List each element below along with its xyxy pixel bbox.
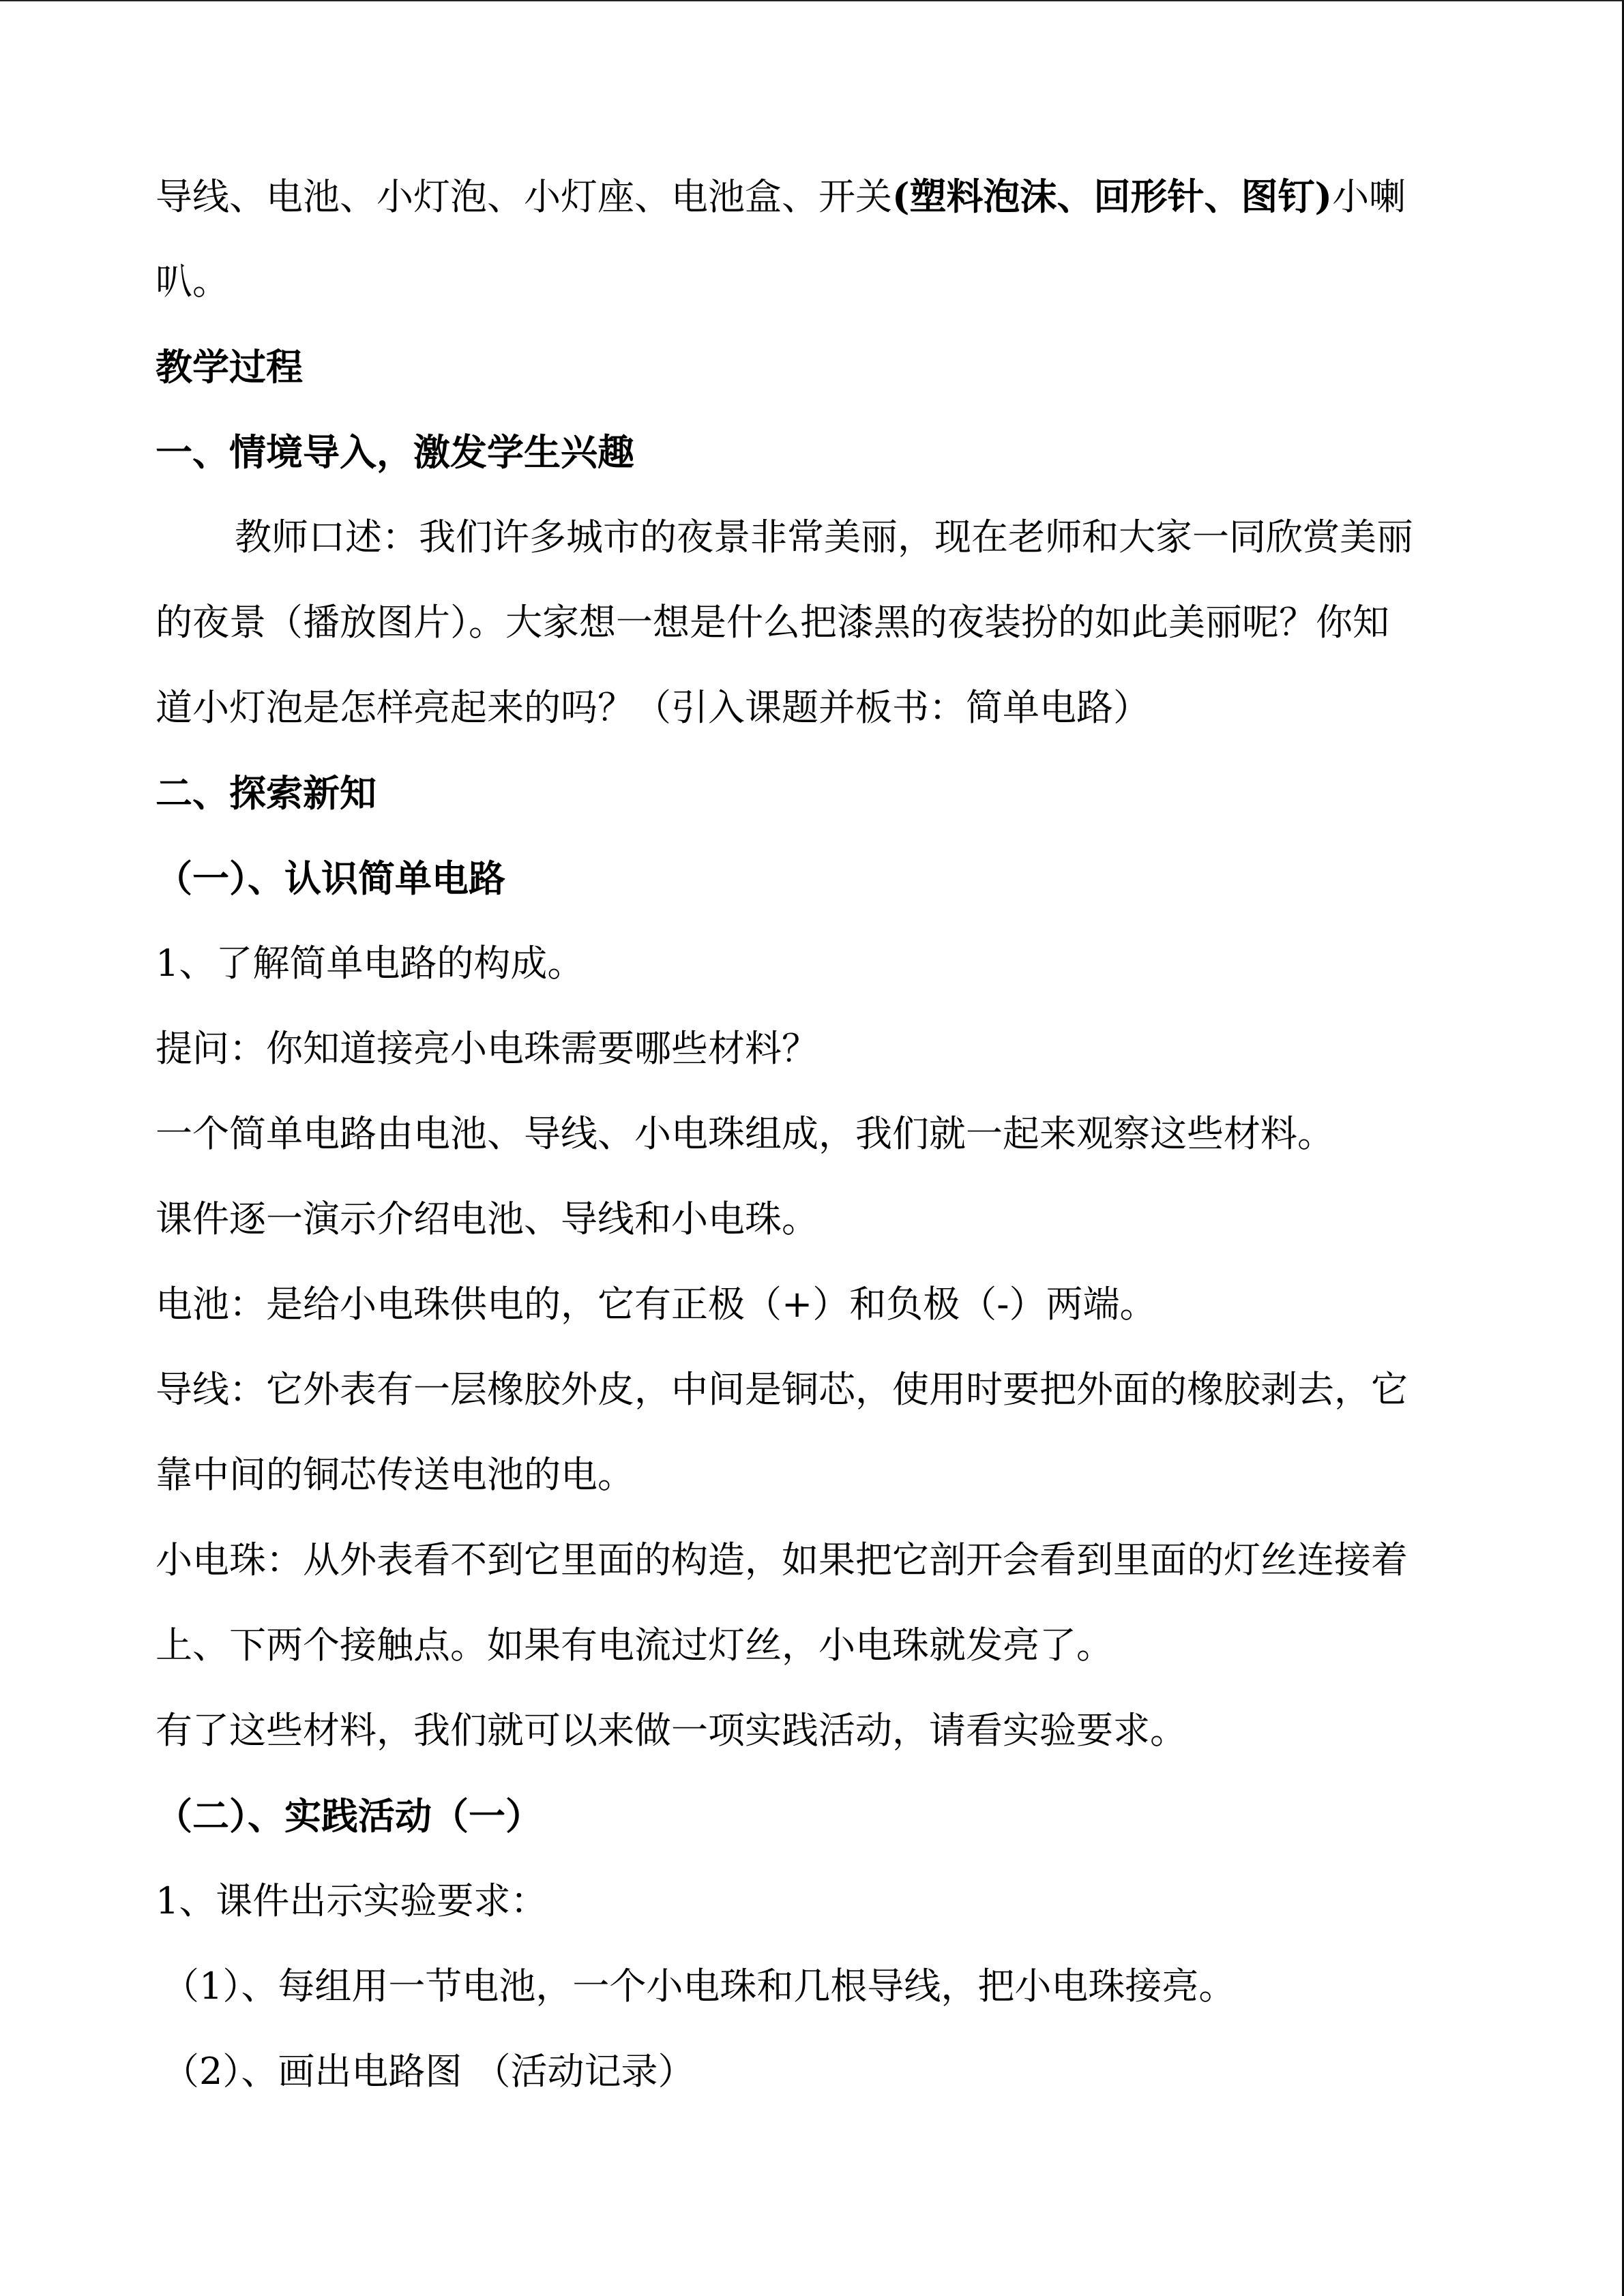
- heading-section-2: [156, 763, 1465, 848]
- text-segment: 有了这些材料，我们就可以来做一项实践活动，请看实验要求。: [156, 1709, 1187, 1752]
- text-segment: 一个简单电路由电池、导线、小电珠组成，我们就一起来观察这些材料。: [156, 1112, 1334, 1155]
- requirement-item-2: [156, 2042, 1465, 2127]
- paragraph-line: [156, 1445, 1465, 1530]
- text-segment: 课件逐一演示介绍电池、导线和小电珠。: [156, 1197, 818, 1240]
- paragraph-line: [156, 1701, 1465, 1786]
- paragraph-line: [156, 678, 1465, 763]
- heading-teaching-process: [156, 337, 1465, 422]
- paragraph-line: [156, 1871, 1465, 1956]
- text-segment: 1、了解简单电路的构成。: [156, 942, 585, 985]
- text-segment: 靠中间的铜芯传送电池的电。: [156, 1453, 634, 1496]
- text-segment: 叭。: [156, 260, 229, 303]
- heading-text: 一、情境导入，激发学生兴趣: [156, 430, 634, 474]
- bold-segment: (塑料泡沫、回形针、图钉): [892, 175, 1333, 218]
- paragraph-line: [156, 1019, 1465, 1104]
- subheading-simple-circuit: [156, 848, 1465, 934]
- paragraph-line: [156, 1530, 1465, 1615]
- text-segment: 上、下两个接触点。如果有电流过灯丝，小电珠就发亮了。: [156, 1624, 1113, 1667]
- text-segment: 提问：你知道接亮小电珠需要哪些材料？: [156, 1027, 818, 1070]
- text-segment: 教师口述：我们许多城市的夜景非常美丽，现在老师和大家一同欣赏美丽: [235, 516, 1413, 558]
- materials-line-2: [156, 252, 1465, 337]
- paragraph-line: [156, 507, 1465, 593]
- text-segment: 电池：是给小电珠供电的，它有正极（+）和负极（-）两端。: [156, 1283, 1157, 1326]
- requirement-item-1: [156, 1956, 1465, 2042]
- subheading-practice-activity: [156, 1786, 1465, 1871]
- text-segment: 道小灯泡是怎样亮起来的吗？（引入课题并板书：简单电路）: [156, 686, 1150, 729]
- page-top-border: [0, 0, 1624, 1]
- paragraph-line: [156, 1360, 1465, 1445]
- text-segment: 的夜景（播放图片）。大家想一想是什么把漆黑的夜装扮的如此美丽呢？你知: [156, 601, 1389, 644]
- heading-text: 教学过程: [156, 345, 303, 389]
- paragraph-line: [156, 1615, 1465, 1701]
- document-page: [156, 166, 1465, 2127]
- heading-section-1: [156, 422, 1465, 507]
- paragraph-line: [156, 593, 1465, 678]
- paragraph-line: [156, 1189, 1465, 1274]
- text-segment: （2）、画出电路图 （活动记录）: [162, 2050, 695, 2093]
- heading-text: （一）、认识简单电路: [156, 856, 505, 900]
- paragraph-line: [156, 1274, 1465, 1360]
- text-segment: 导线：它外表有一层橡胶外皮，中间是铜芯，使用时要把外面的橡胶剥去，它: [156, 1368, 1408, 1411]
- text-segment: 小电珠：从外表看不到它里面的构造，如果把它剖开会看到里面的灯丝连接着: [156, 1538, 1408, 1581]
- text-segment: 导线、电池、小灯泡、小灯座、电池盒、开关: [156, 175, 892, 218]
- heading-text: 二、探索新知: [156, 771, 377, 815]
- paragraph-line: [156, 1104, 1465, 1189]
- text-segment: 小喇: [1332, 175, 1406, 218]
- paragraph-line: [156, 934, 1465, 1019]
- text-segment: 1、课件出示实验要求：: [156, 1879, 548, 1922]
- materials-line-1: [156, 166, 1465, 252]
- text-segment: （1）、每组用一节电池，一个小电珠和几根导线，把小电珠接亮。: [162, 1965, 1236, 2008]
- heading-text: （二）、实践活动（一）: [156, 1794, 542, 1838]
